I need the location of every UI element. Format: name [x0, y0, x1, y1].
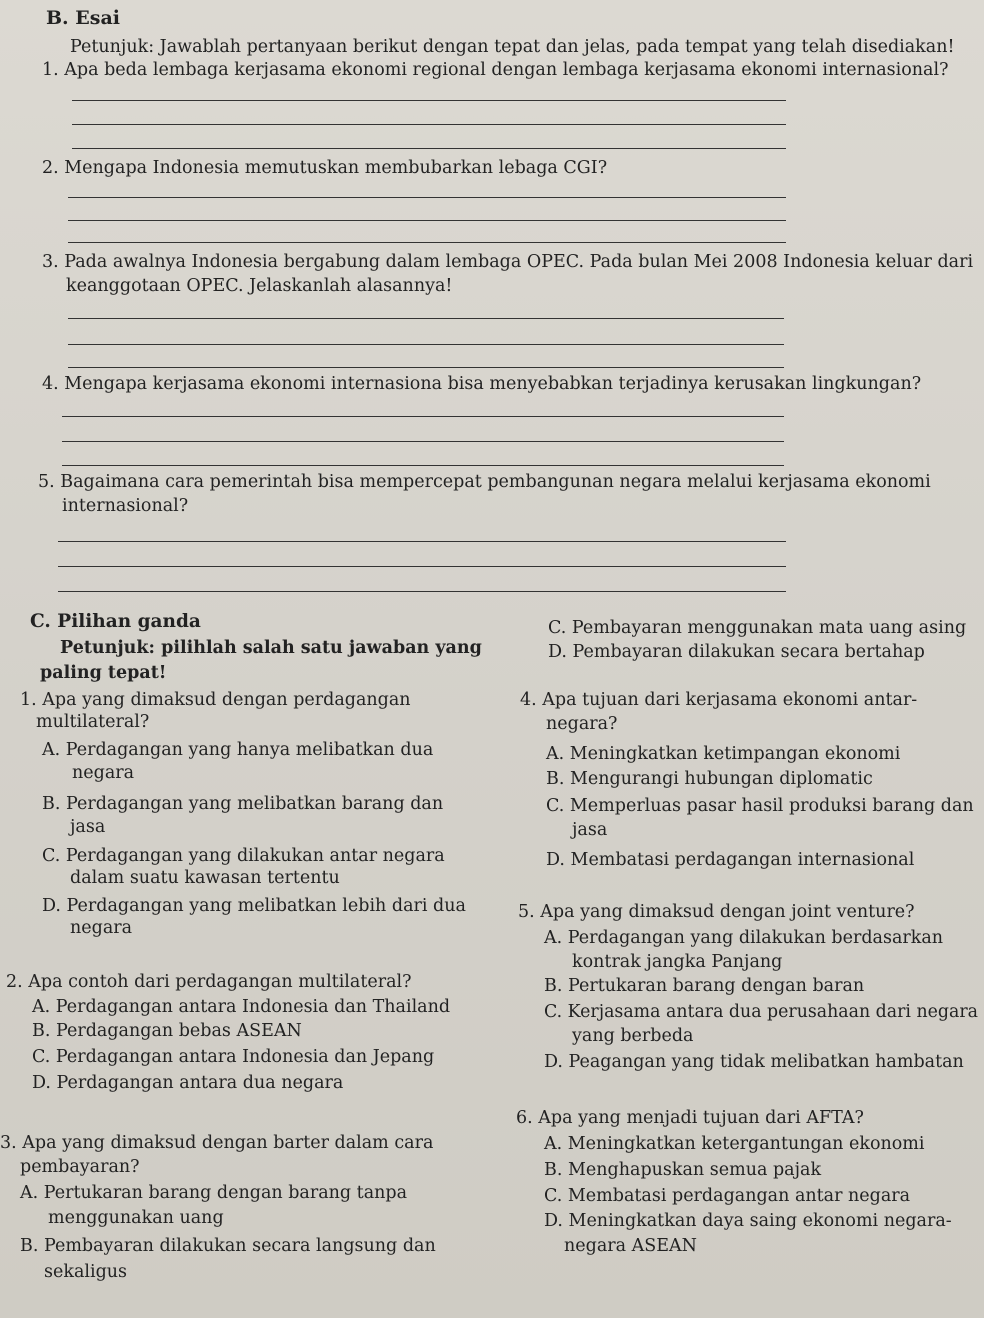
mc-option[interactable]: B. Perdagangan bebas ASEAN — [32, 1021, 302, 1041]
answer-line[interactable] — [68, 367, 784, 368]
essay-instruction: Petunjuk: Jawablah pertanyaan berikut dengan tepat dan jelas, pada tempat yang telah disediakan! — [70, 37, 955, 57]
answer-line[interactable] — [62, 416, 784, 417]
mc-option[interactable]: D. Perdagangan yang melibatkan lebih dari dua — [42, 896, 466, 916]
mc-question-5: 5. Apa yang dimaksud dengan joint venture? — [518, 902, 915, 922]
answer-line[interactable] — [68, 197, 786, 198]
answer-line[interactable] — [68, 318, 784, 319]
answer-line[interactable] — [72, 100, 786, 101]
essay-question-1: 1. Apa beda lembaga kerjasama ekonomi regional dengan lembaga kerjasama ekonomi internasional? — [42, 60, 949, 80]
answer-line[interactable] — [72, 148, 786, 149]
mc-option-cont: negara — [72, 763, 135, 783]
mc-heading: C. Pilihan ganda — [30, 611, 201, 632]
answer-line[interactable] — [62, 441, 784, 442]
mc-option[interactable]: A. Pertukaran barang dengan barang tanpa — [20, 1183, 408, 1203]
mc-question-3-cont: pembayaran? — [20, 1157, 140, 1177]
mc-option[interactable]: C. Pembayaran menggunakan mata uang asing — [548, 618, 967, 638]
mc-option-cont: kontrak jangka Panjang — [572, 952, 783, 972]
answer-line[interactable] — [68, 242, 786, 243]
mc-option[interactable]: C. Kerjasama antara dua perusahaan dari negara — [544, 1002, 978, 1022]
mc-option[interactable]: B. Menghapuskan semua pajak — [544, 1160, 822, 1180]
mc-option[interactable]: C. Perdagangan antara Indonesia dan Jepang — [32, 1047, 435, 1067]
mc-question-1: 1. Apa yang dimaksud dengan perdagangan — [20, 690, 411, 710]
mc-option-cont: yang berbeda — [572, 1026, 694, 1046]
mc-option[interactable]: B. Pembayaran dilakukan secara langsung dan — [20, 1236, 436, 1256]
mc-question-4-cont: negara? — [546, 714, 618, 734]
essay-question-3-line-2: keanggotaan OPEC. Jelaskanlah alasannya! — [66, 276, 453, 296]
mc-instruction-2: paling tepat! — [40, 663, 167, 683]
mc-option-cont: jasa — [70, 817, 106, 837]
mc-option[interactable]: D. Meningkatkan daya saing ekonomi negara- — [544, 1211, 952, 1231]
essay-heading: B. Esai — [46, 7, 120, 29]
mc-option-cont: negara — [70, 918, 133, 938]
essay-question-2: 2. Mengapa Indonesia memutuskan membubarkan lebaga CGI? — [42, 158, 608, 178]
essay-question-5-line-2: internasional? — [62, 496, 189, 516]
mc-option-cont: dalam suatu kawasan tertentu — [70, 868, 340, 888]
mc-question-2: 2. Apa contoh dari perdagangan multilateral? — [6, 972, 412, 992]
mc-option[interactable]: A. Perdagangan antara Indonesia dan Thailand — [32, 997, 451, 1017]
answer-line[interactable] — [58, 566, 786, 567]
mc-option[interactable]: A. Perdagangan yang hanya melibatkan dua — [42, 740, 434, 760]
answer-line[interactable] — [58, 591, 786, 592]
mc-instruction-1: Petunjuk: pilihlah salah satu jawaban yang — [60, 638, 482, 658]
mc-option[interactable]: D. Pembayaran dilakukan secara bertahap — [548, 642, 925, 662]
mc-option[interactable]: D. Membatasi perdagangan internasional — [546, 850, 915, 870]
answer-line[interactable] — [72, 124, 786, 125]
mc-question-4: 4. Apa tujuan dari kerjasama ekonomi antar- — [520, 690, 918, 710]
mc-question-3: 3. Apa yang dimaksud dengan barter dalam cara — [0, 1133, 434, 1153]
mc-option[interactable]: B. Pertukaran barang dengan baran — [544, 976, 865, 996]
mc-option[interactable]: B. Mengurangi hubungan diplomatic — [546, 769, 873, 789]
answer-line[interactable] — [68, 344, 784, 345]
essay-question-4: 4. Mengapa kerjasama ekonomi internasiona bisa menyebabkan terjadinya kerusakan lingkungan? — [42, 374, 922, 394]
mc-option-cont: menggunakan uang — [48, 1208, 224, 1228]
mc-option[interactable]: B. Perdagangan yang melibatkan barang dan — [42, 794, 444, 814]
mc-option-cont: sekaligus — [44, 1262, 128, 1282]
mc-question-1-cont: multilateral? — [36, 712, 150, 732]
mc-option-cont: negara ASEAN — [564, 1236, 697, 1256]
mc-option[interactable]: A. Perdagangan yang dilakukan berdasarkan — [544, 928, 944, 948]
essay-question-5-line-1: 5. Bagaimana cara pemerintah bisa mempercepat pembangunan negara melalui kerjasama ekonomi — [38, 472, 931, 492]
mc-option[interactable]: C. Perdagangan yang dilakukan antar negara — [42, 846, 445, 866]
mc-question-6: 6. Apa yang menjadi tujuan dari AFTA? — [516, 1108, 864, 1128]
mc-option[interactable]: A. Meningkatkan ketergantungan ekonomi — [544, 1134, 925, 1154]
mc-option[interactable]: C. Memperluas pasar hasil produksi barang dan — [546, 796, 974, 816]
essay-question-3-line-1: 3. Pada awalnya Indonesia bergabung dalam lembaga OPEC. Pada bulan Mei 2008 Indonesia keluar dari — [42, 252, 974, 272]
mc-option[interactable]: A. Meningkatkan ketimpangan ekonomi — [546, 744, 901, 764]
mc-option[interactable]: C. Membatasi perdagangan antar negara — [544, 1186, 911, 1206]
answer-line[interactable] — [58, 541, 786, 542]
mc-option[interactable]: D. Peagangan yang tidak melibatkan hambatan — [544, 1052, 964, 1072]
answer-line[interactable] — [68, 220, 786, 221]
answer-line[interactable] — [62, 465, 784, 466]
mc-option[interactable]: D. Perdagangan antara dua negara — [32, 1073, 344, 1093]
mc-option-cont: jasa — [572, 820, 608, 840]
